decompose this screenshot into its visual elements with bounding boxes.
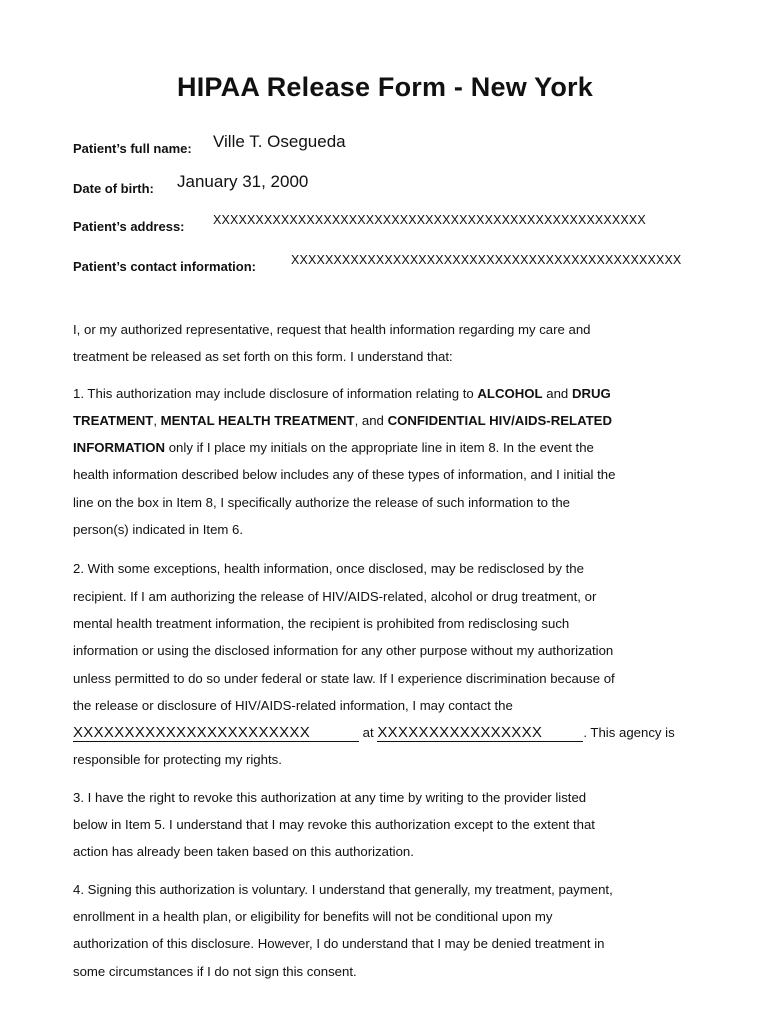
item-2-line: unless permitted to do so under federal or state law. If I experience discrimination because of: [73, 670, 615, 686]
item-1-paragraph: [73, 380, 693, 544]
item-2-line: responsible for protecting my rights.: [73, 752, 282, 768]
item-3-line: action has already been taken based on this authorization.: [73, 844, 414, 860]
intro-line: I, or my authorized representative, request that health information regarding my care and: [73, 322, 591, 337]
address-label: Patient’s address:: [73, 219, 185, 234]
body-text: [73, 316, 693, 985]
item-2-line: the release or disclosure of HIV/AIDS-related information, I may contact the: [73, 697, 513, 713]
address-row: [73, 218, 185, 236]
item-2-line: mental health treatment information, the recipient is prohibited from redisclosing such: [73, 615, 570, 631]
item-1-line: person(s) indicated in Item 6.: [73, 522, 244, 538]
dob-label: Date of birth:: [73, 181, 154, 196]
item-3-line: 3. I have the right to revoke this authorization at any time by writing to the provider listed: [73, 789, 587, 805]
item-3-paragraph: [73, 784, 693, 866]
item-2-paragraph: [73, 555, 693, 773]
item-4-line: enrollment in a health plan, or eligibility for benefits will not be conditional upon my: [73, 908, 553, 924]
item-4-paragraph: [73, 876, 693, 985]
page-title: HIPAA Release Form - New York: [177, 72, 593, 102]
intro-line: treatment be released as set forth on this form. I understand that:: [73, 349, 453, 365]
item-4-line: 4. Signing this authorization is voluntary. I understand that generally, my treatment, payment,: [73, 881, 613, 897]
patient-name-row: [73, 140, 192, 158]
item-4-line: some circumstances if I do not sign this consent.: [73, 963, 357, 979]
item-2-line: recipient. If I am authorizing the release of HIV/AIDS-related, alcohol or drug treatment, or: [73, 588, 597, 604]
item-1-line: health information described below includes any of these types of information, and I initial the: [73, 467, 616, 483]
contact-row: [73, 258, 256, 276]
item-1-line: 1. This authorization may include disclosure of information relating to ALCOHOL and DRUG: [73, 385, 611, 401]
patient-name-label: Patient’s full name:: [73, 141, 192, 156]
agency-location-field[interactable]: XXXXXXXXXXXXXXXX: [377, 725, 583, 742]
address-field[interactable]: XXXXXXXXXXXXXXXXXXXXXXXXXXXXXXXXXXXXXXXXXXXXXXXXXXX: [213, 213, 646, 227]
item-2-line: information or using the disclosed information for any other purpose without my authorization: [73, 643, 614, 659]
dob-field[interactable]: January 31, 2000: [177, 172, 309, 191]
item-1-line: TREATMENT, MENTAL HEALTH TREATMENT, and CONFIDENTIAL HIV/AIDS-RELATED: [73, 412, 612, 428]
item-2-line: 2. With some exceptions, health information, once disclosed, may be redisclosed by the: [73, 561, 584, 577]
item-2-line: XXXXXXXXXXXXXXXXXXXXXXX at XXXXXXXXXXXXXXXX . This agency is: [73, 724, 675, 742]
patient-name-field[interactable]: Ville T. Osegueda: [213, 132, 346, 151]
contact-label: Patient’s contact information:: [73, 259, 256, 274]
dob-row: [73, 180, 154, 198]
intro-paragraph: [73, 316, 693, 371]
contact-field[interactable]: XXXXXXXXXXXXXXXXXXXXXXXXXXXXXXXXXXXXXXXXXXXXXX: [291, 253, 682, 267]
item-4-line: authorization of this disclosure. However, I do understand that I may be denied treatment in: [73, 936, 605, 952]
agency-field[interactable]: XXXXXXXXXXXXXXXXXXXXXXX: [73, 725, 359, 742]
item-3-line: below in Item 5. I understand that I may revoke this authorization except to the extent that: [73, 817, 595, 833]
item-1-line: INFORMATION only if I place my initials on the appropriate line in item 8. In the event the: [73, 440, 594, 456]
item-1-line: line on the box in Item 8, I specifically authorize the release of such information to the: [73, 494, 571, 510]
